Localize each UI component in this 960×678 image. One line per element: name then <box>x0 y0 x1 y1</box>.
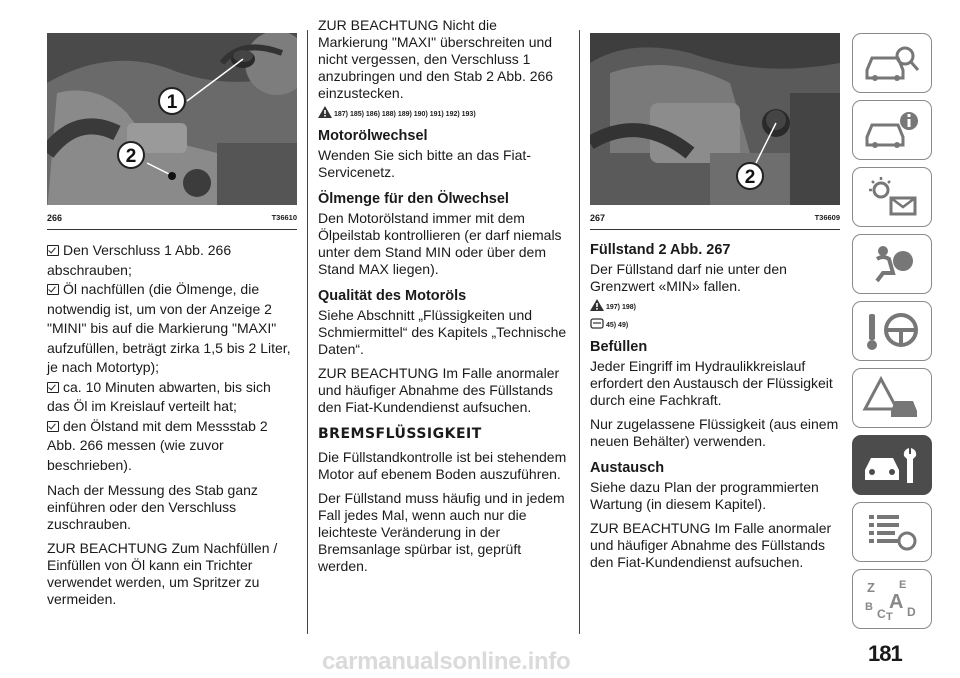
tab-car-info[interactable] <box>852 100 932 160</box>
paragraph: Siehe dazu Plan der programmierten Wartung (in diesem Kapitel). <box>590 479 819 512</box>
svg-text:B: B <box>865 601 873 613</box>
note-icon <box>590 317 604 329</box>
figure-number: 267 <box>590 213 606 223</box>
heading-befuellen: Befüllen <box>590 339 648 355</box>
figure-code: T36610 <box>271 213 297 222</box>
figure-number: 266 <box>47 213 63 223</box>
svg-text:Z: Z <box>867 580 875 595</box>
figure-267 <box>590 33 840 229</box>
tab-alphabetical-index[interactable] <box>852 569 932 629</box>
svg-text:1: 1 <box>166 92 178 113</box>
column-3 <box>590 0 840 571</box>
paragraph: ZUR BEACHTUNG Nicht die Markierung "MAXI" überschreiten und nicht vergessen, den Verschluss 1 anzubringen und den Stab 2 Abb. 266 einzustecken. <box>318 17 554 101</box>
paragraph: Nach der Messung des Stab ganz einführen oder den Verschluss zuschrauben. <box>47 482 258 532</box>
tab-car-search[interactable] <box>852 33 932 93</box>
figure-caption-bar <box>590 205 840 230</box>
chapter-tabs <box>852 33 934 636</box>
paragraph: Die Füllstandkontrolle ist bei stehendem Motor auf ebenem Boden auszuführen. <box>318 449 567 482</box>
svg-text:D: D <box>907 605 916 619</box>
list-item: den Ölstand mit dem Messstab 2 Abb. 266 messen (wie zuvor beschrieben). <box>47 417 268 473</box>
checkmark-icon <box>47 382 59 393</box>
tab-warning-breakdown[interactable] <box>852 368 932 428</box>
alphabetical-index-icon <box>861 576 923 622</box>
tab-dashboard-lights[interactable] <box>852 167 932 227</box>
figure-code: T36609 <box>814 213 840 222</box>
car-wrench-icon <box>861 442 923 488</box>
figure-266 <box>47 33 297 229</box>
airbag-safety-icon <box>861 241 923 287</box>
paragraph: Den Motorölstand immer mit dem Ölpeilstab kontrollieren (er darf niemals unter dem Stand MIN oder über dem Stand MAX liegen). <box>318 210 562 277</box>
checkmark-icon <box>47 245 59 256</box>
specs-list-icon <box>861 509 923 555</box>
paragraph: Nur zugelassene Flüssigkeit (aus einem neuen Behälter) verwenden. <box>590 416 839 449</box>
heading-oelmenge: Ölmenge für den Ölwechsel <box>318 191 509 207</box>
paragraph: Jeder Eingriff im Hydraulikkreislauf erfordert den Austausch der Flüssigkeit durch eine Fachkraft. <box>590 358 833 408</box>
list-item: ca. 10 Minuten abwarten, bis sich das Öl im Kreislauf verteilt hat; <box>47 378 271 414</box>
tab-car-wrench[interactable] <box>852 435 932 495</box>
heading-qualitaet: Qualität des Motoröls <box>318 288 467 304</box>
svg-text:A: A <box>889 591 904 613</box>
heading-fuellstand: Füllstand 2 Abb. 267 <box>590 242 731 258</box>
warning-icon <box>590 299 604 311</box>
watermark: carmanualsonline.info <box>322 648 571 675</box>
warning-icon <box>318 106 332 118</box>
car-info-icon <box>861 107 923 153</box>
car-search-icon <box>861 40 923 86</box>
tab-key-steering[interactable] <box>852 301 932 361</box>
paragraph: ZUR BEACHTUNG Im Falle anormaler und häufiger Abnahme des Füllstands den Fiat-Kundendienst aufsuchen. <box>590 520 832 570</box>
column-2 <box>318 17 568 575</box>
warning-references: 187) 185) 186) 188) 189) 190) 191) 192) 193) <box>318 106 568 118</box>
column-divider <box>579 30 580 634</box>
heading-motoroelwechsel: Motorölwechsel <box>318 128 428 144</box>
heading-austausch: Austausch <box>590 460 665 476</box>
svg-text:2: 2 <box>744 167 756 188</box>
engine-photo-266 <box>47 33 297 205</box>
svg-text:T: T <box>886 611 893 622</box>
list-item: Öl nachfüllen (die Ölmenge, die notwendig ist, um von der Anzeige 2 "MINI" bis auf die Markierung "MAXI" aufzufüllen, beträgt zirka 1,5 bis 2 Liter, je nach Motortyp); <box>47 281 291 375</box>
column-divider <box>307 30 308 634</box>
svg-text:E: E <box>899 579 907 591</box>
warning-references: 197) 198) <box>590 299 840 311</box>
paragraph: Siehe Abschnitt „Flüssigkeiten und Schmiermittel“ des Kapitels „Technische Daten“. <box>318 307 567 357</box>
page-number: 181 <box>868 641 902 666</box>
paragraph: ZUR BEACHTUNG Zum Nachfüllen / Einfüllen von Öl kann ein Trichter verwendet werden, um Spritzer zu vermeiden. <box>47 540 278 607</box>
figure-caption-bar <box>47 205 297 230</box>
paragraph: Der Füllstand muss häufig und in jedem Fall jedes Mal, wenn auch nur die leichteste Veränderung in der Bremsanlage spürbar ist, geprüft werden. <box>318 490 565 574</box>
svg-text:C: C <box>877 607 886 621</box>
note-references: 45) 49) <box>590 317 840 329</box>
checkmark-icon <box>47 284 59 295</box>
list-item: Den Verschluss 1 Abb. 266 abschrauben; <box>47 242 232 278</box>
key-steering-wheel-icon <box>861 308 923 354</box>
tab-airbag-safety[interactable] <box>852 234 932 294</box>
column-1 <box>47 0 297 608</box>
warning-triangle-car-icon <box>861 375 923 421</box>
paragraph: Der Füllstand darf nie unter den Grenzwert «MIN» fallen. <box>590 261 787 294</box>
paragraph: ZUR BEACHTUNG Im Falle anormaler und häufiger Abnahme des Füllstands den Fiat-Kundendienst aufsuchen. <box>318 365 560 415</box>
paragraph: Wenden Sie sich bitte an das Fiat-Servicenetz. <box>318 147 531 180</box>
dashboard-lights-icon <box>861 174 923 220</box>
engine-photo-267 <box>590 33 840 205</box>
svg-text:2: 2 <box>125 146 137 167</box>
checkmark-icon <box>47 421 59 432</box>
heading-bremsfluessigkeit: BREMSFLÜSSIGKEIT <box>318 426 482 442</box>
tab-specs-list[interactable] <box>852 502 932 562</box>
